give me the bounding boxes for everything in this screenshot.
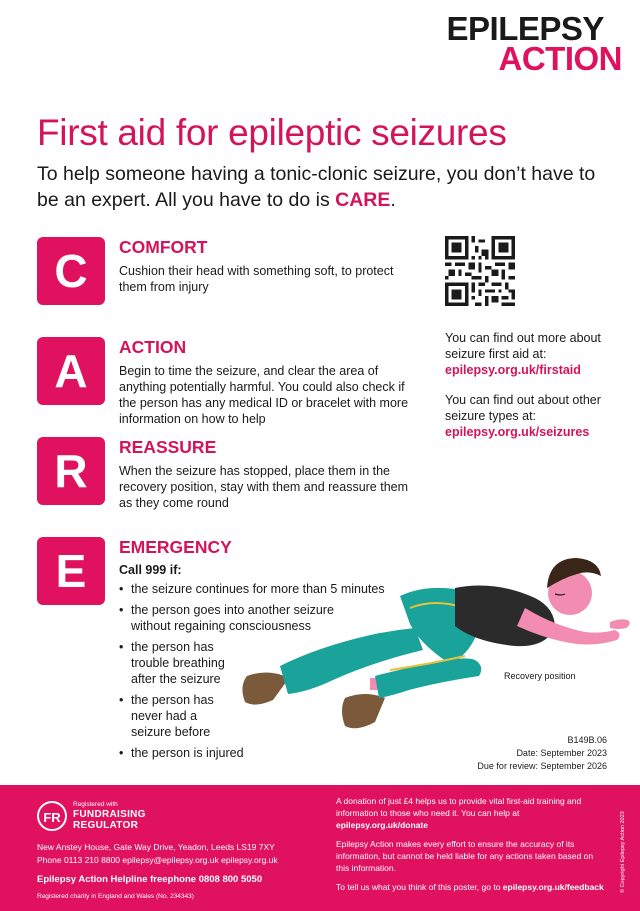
action-heading: ACTION: [119, 337, 187, 357]
helpline: Epilepsy Action Helpline freephone 0808 800 5050: [37, 874, 263, 885]
fundraising-regulator-logo: FR: [37, 801, 67, 831]
fr-small: Registered with: [73, 801, 118, 808]
recovery-position-caption: Recovery position: [504, 671, 576, 681]
contact-line: Phone 0113 210 8800 epilepsy@epilepsy.org.uk epilepsy.org.uk: [37, 855, 278, 865]
copyright: © Copyright Epilepsy Action 2023: [620, 811, 626, 893]
comfort-text: Cushion their head with something soft, to protect them from injury: [119, 264, 394, 294]
recovery-position-illustration: [225, 548, 635, 758]
intro-care-emphasis: CARE: [335, 189, 391, 211]
logo-line-2: ACTION: [498, 40, 622, 78]
footer: [0, 785, 640, 911]
emergency-bullet: • the person has trouble breathing after the seizure: [119, 639, 253, 687]
intro-text: [37, 161, 597, 213]
firstaid-link[interactable]: epilepsy.org.uk/firstaid: [445, 363, 581, 377]
donate-text: A donation of just £4 helps us to provide vital first-aid training and information to those who need it. You can help at: [336, 796, 582, 818]
fr-line-2: REGULATOR: [73, 820, 139, 831]
feedback-text: To tell us what you think of this poster, go to: [336, 882, 503, 892]
epilepsy-action-logo: [446, 10, 623, 78]
feedback-note: [336, 881, 604, 893]
emergency-bullet: • the seizure continues for more than 5 minutes: [119, 581, 389, 597]
charity-number: Registered charity in England and Wales (No. 234343): [37, 893, 194, 900]
letter-r-tile: R: [37, 437, 105, 505]
find-firstaid-info: [445, 330, 625, 378]
find-seizures-text: You can find out about other seizure types at:: [445, 393, 601, 423]
logo-line-1: EPILEPSY: [446, 10, 604, 47]
emergency-heading: EMERGENCY: [119, 537, 232, 557]
page-title: First aid for epileptic seizures: [37, 112, 507, 153]
footer-notes: [336, 795, 604, 900]
disclaimer: Epilepsy Action makes every effort to ensure the accuracy of its information, but cannot be held liable for any actions taken based on this information.: [336, 839, 594, 873]
intro-end: .: [390, 189, 396, 211]
donate-note: [336, 795, 604, 831]
fundraising-regulator-text: [73, 801, 146, 831]
address: New Anstey House, Gate Way Drive, Yeadon, Leeds LS19 7XY: [37, 842, 275, 852]
fr-line-1: FUNDRAISING: [73, 809, 146, 820]
contact-details: [37, 841, 327, 903]
find-firstaid-text: You can find out more about seizure first aid at:: [445, 331, 601, 361]
comfort-heading: COMFORT: [119, 237, 208, 257]
emergency-subheading: Call 999 if:: [119, 563, 182, 577]
emergency-bullet: • the person goes into another seizure without regaining consciousness: [119, 602, 356, 634]
letter-e-tile: E: [37, 537, 105, 605]
find-seizures-info: [445, 392, 625, 440]
reference-code: B149B.06: [567, 735, 607, 745]
feedback-link[interactable]: epilepsy.org.uk/feedback: [502, 882, 604, 892]
intro-main: To help someone having a tonic-clonic seizure, you don’t have to be an expert. All you have to do is: [37, 163, 596, 211]
qr-code-icon[interactable]: [445, 236, 515, 306]
reference-date: Date: September 2023: [516, 748, 607, 758]
letter-a-tile: A: [37, 337, 105, 405]
emergency-bullet: • the person has never had a seizure before: [119, 692, 229, 740]
donate-link[interactable]: epilepsy.org.uk/donate: [336, 820, 428, 830]
reassure-text: When the seizure has stopped, place them in the recovery position, stay with them and reassure them as they come round: [119, 464, 409, 510]
seizures-link[interactable]: epilepsy.org.uk/seizures: [445, 425, 590, 439]
action-text: Begin to time the seizure, and clear the area of anything potentially harmful. You could also check if the person has any medical ID or bracelet with more information on how to help: [119, 364, 409, 426]
document-reference: [477, 734, 607, 773]
emergency-bullet: • the person is injured: [119, 745, 389, 761]
letter-c-tile: C: [37, 237, 105, 305]
reference-review: Due for review: September 2026: [477, 761, 607, 771]
reassure-heading: REASSURE: [119, 437, 217, 457]
